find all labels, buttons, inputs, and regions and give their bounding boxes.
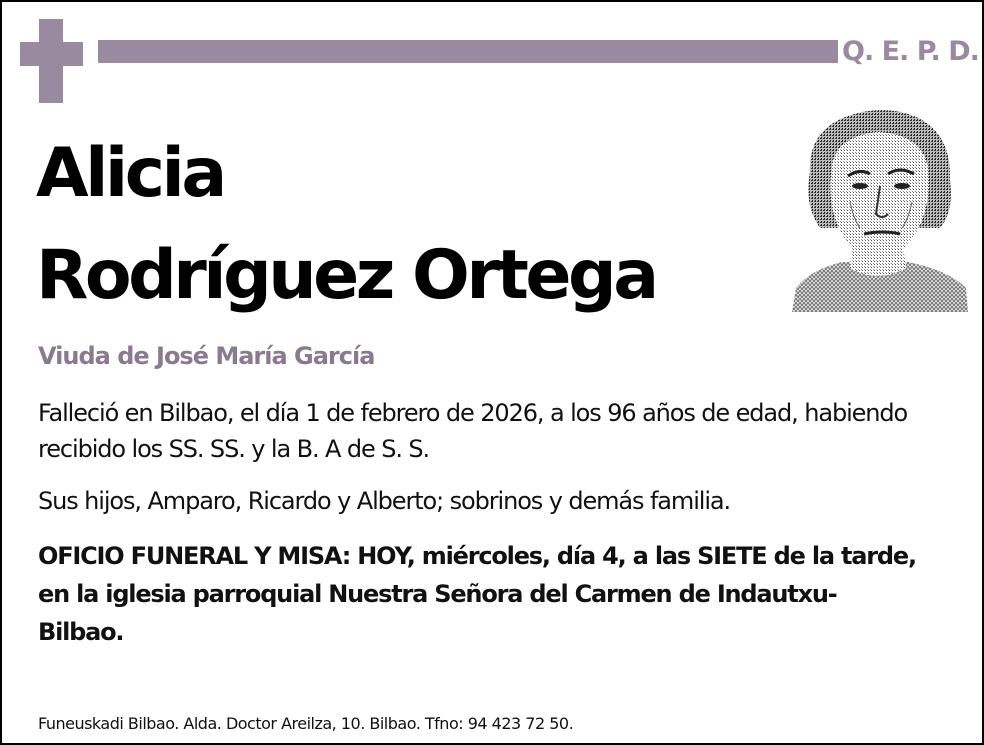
widow-of-label: Viuda de José María García <box>38 342 375 370</box>
qepd-label: Q. E. P. D. <box>842 36 979 67</box>
header-bar <box>98 40 838 63</box>
portrait-photo <box>790 102 968 312</box>
funeral-service-text: OFICIO FUNERAL Y MISA: HOY, miércoles, día 4, a las SIETE de la tarde, en la iglesia parroquial Nuestra Señora del Carmen de Indautxu-Bilbao. <box>38 542 916 646</box>
cross-icon-horizontal <box>20 42 83 66</box>
funeral-home-footer: Funeuskadi Bilbao. Alda. Doctor Areilza, 10. Bilbao. Tfno: 94 423 72 50. <box>38 714 574 733</box>
death-notice-text: Falleció en Bilbao, el día 1 de febrero de 2026, a los 96 años de edad, habiendo recibido los SS. SS. y la B. A de S. S. <box>38 399 908 463</box>
family-text: Sus hijos, Amparo, Ricardo y Alberto; sobrinos y demás familia. <box>38 487 731 515</box>
deceased-surnames: Rodríguez Ortega <box>36 236 656 315</box>
deceased-first-name: Alicia <box>36 134 224 213</box>
